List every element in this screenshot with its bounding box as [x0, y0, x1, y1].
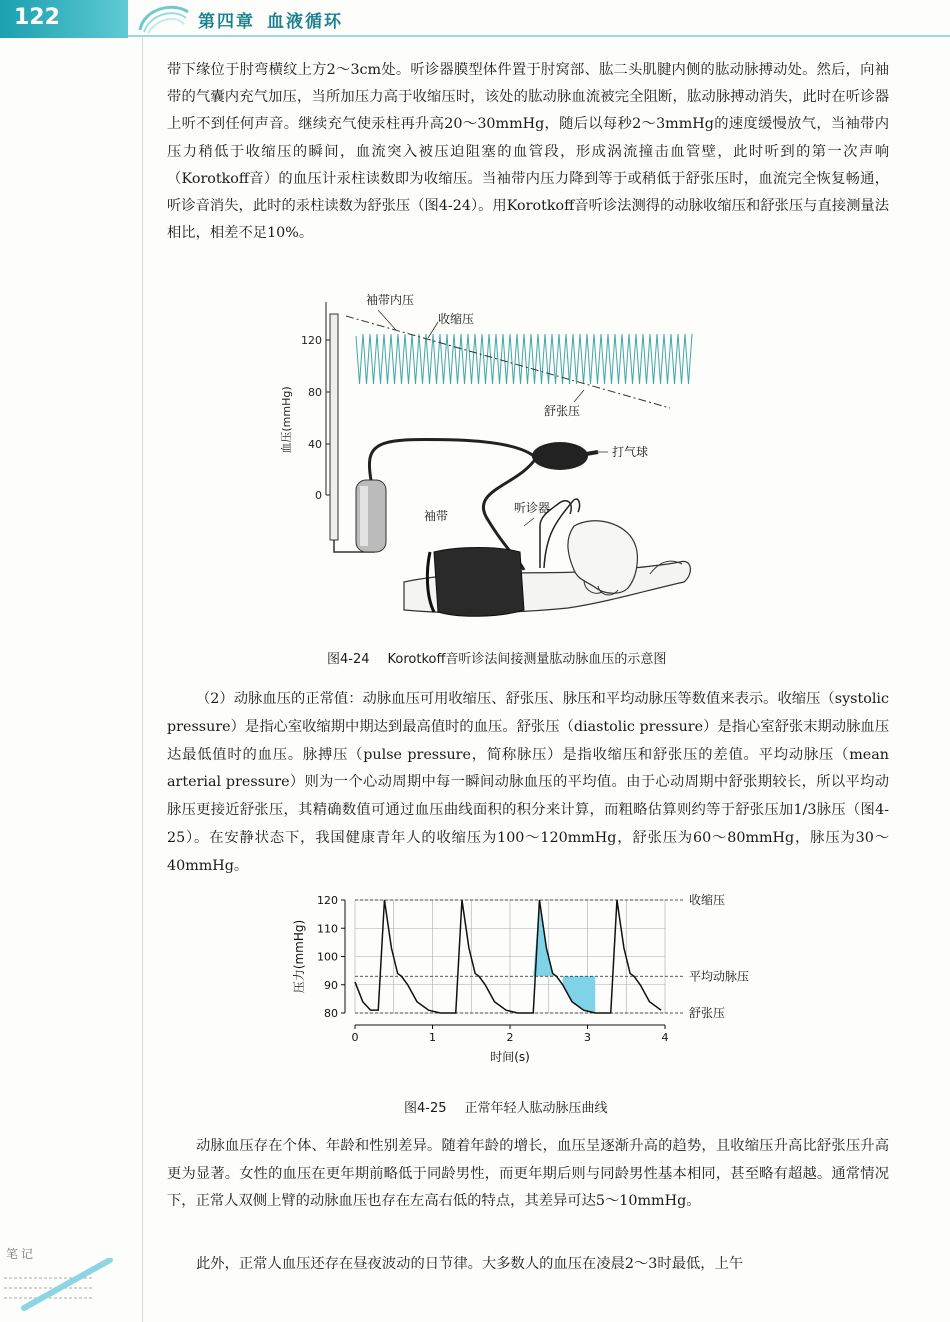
- chart-y-tick-label: 110: [317, 922, 338, 936]
- notes-label: 笔记: [6, 1247, 37, 1261]
- cuff-icon: [427, 548, 524, 617]
- fig1-tick-label-40: 40: [308, 438, 322, 451]
- chart-x-tick-label: 3: [584, 1031, 591, 1044]
- chapter-title: [198, 7, 343, 32]
- chart-reference-label: 平均动脉压: [689, 969, 750, 984]
- header-swirl-icon: [134, 0, 194, 36]
- figure-4-24-caption: [327, 648, 666, 667]
- figure-4-25-caption: [404, 1097, 608, 1116]
- chart-x-axis-label: 时间(s): [490, 1050, 530, 1064]
- chart-x-tick-label: 1: [429, 1031, 436, 1044]
- paragraph-circadian-rhythm: 此外，正常人血压还存在昼夜波动的日节律。大多数人的血压在凌晨2～3时最低，上午: [196, 1256, 744, 1272]
- fig1-tick-label-80: 80: [308, 386, 322, 399]
- chart-y-tick-label: 120: [317, 894, 338, 907]
- figure-4-25-label: 图4-25: [404, 1101, 447, 1116]
- page-number: 122: [14, 5, 60, 30]
- fig1-korotkoff-oscillation: [356, 334, 692, 384]
- fig1-label-cuff: 袖带: [424, 509, 449, 523]
- fig1-label-diastolic: 舒张压: [544, 404, 581, 418]
- notes-pen-icon: [4, 1258, 116, 1318]
- chart-y-tick-label: 90: [324, 978, 338, 992]
- margin-rule: [142, 38, 143, 1322]
- page-number-tab: [0, 0, 128, 38]
- header-divider: [128, 35, 950, 37]
- figure-4-25-title: 正常年轻人肱动脉压曲线: [464, 1101, 608, 1116]
- fig1-y-axis-label: 血压(mmHg): [280, 386, 293, 454]
- figure-4-25-chart: [285, 888, 775, 1078]
- fig1-label-bulb: 打气球: [612, 445, 649, 459]
- figure-4-24-label: 图4-24: [327, 652, 370, 667]
- fig1-tick-label-120: 120: [301, 334, 322, 347]
- chart-y-tick-label: 80: [324, 1007, 338, 1020]
- chart-reference-label: 收缩压: [689, 893, 726, 907]
- chart-x-tick-label: 2: [506, 1031, 514, 1044]
- paragraph-individual-differences: 动脉血压存在个体、年龄和性别差异。随着年龄的增长，血压呈逐渐升高的趋势，且收缩压升高比舒张压升高更为显著。女性的血压在更年期前略低于同龄男性，而更年期后则与同龄男性基本相同，甚至略有超越。通常情况下，正常人双侧上臂的动脉血压也存在左高右低的特点，其差异可达5～10mmHg。: [167, 1138, 889, 1210]
- fig1-leader: [378, 310, 396, 330]
- paragraph-korotkoff-method: 带下缘位于肘弯横纹上方2～3cm处。听诊器膜型体件置于肘窝部、肱二头肌腱内侧的肱动脉搏动处。然后，向袖带的气囊内充气加压，当所加压力高于收缩压时，该处的肱动脉血流被完全阻断，肱动脉搏动消失，此时在听诊器上听不到任何声音。继续充气使汞柱再升高20～30mmHg，随后以每秒2～3mmHg的速度缓慢放气，当袖带内压力稍低于收缩压的瞬间，血流突入被压迫阻塞的血管段，形成涡流撞击血管壁，此时听到的第一次声响（Korotkoff音）的血压计汞柱读数即为收缩压。当袖带内压力降到等于或稍低于舒张压时，血流完全恢复畅通，听诊音消失，此时的汞柱读数为舒张压（图4-24）。用Korotkoff音听诊法测得的动脉收缩压和舒张压与直接测量法相比，相差不足10%。: [167, 62, 889, 242]
- chart-reference-lines: [355, 892, 749, 1020]
- chart-y-axis-label: 压力(mmHg): [292, 919, 306, 994]
- chart-y-tick-label: 100: [317, 950, 338, 964]
- chapter-name: 血液循环: [267, 12, 343, 32]
- chart-grid: [355, 900, 665, 1013]
- chapter-number: 第四章: [198, 12, 255, 32]
- manometer-tube: [369, 439, 536, 480]
- chart-reference-label: 舒张压: [689, 1006, 726, 1020]
- chart-x-tick-label: 0: [351, 1031, 359, 1044]
- fig1-label-stethoscope: 听诊器: [514, 501, 551, 515]
- fig1-tick-label-0: 0: [315, 489, 322, 502]
- fig1-label-systolic: 收缩压: [438, 312, 475, 326]
- fig1-leader: [574, 390, 584, 402]
- chart-x-tick-label: 4: [661, 1031, 669, 1044]
- paragraph-normal-values: （2）动脉血压的正常值：动脉血压可用收缩压、舒张压、脉压和平均动脉压等数值来表示。收缩压（systolic pressure）是指心室收缩期中期达到最高值时的血压。舒张压（diastolic pressure）是指心室舒张末期动脉血压达最低值时的血压。脉搏压（pulse pressure，简称脉压）是指收缩压和舒张压的差值。平均动脉压（mean arterial pressure）则为一个心动周期中每一瞬间动脉血压的平均值。由于心动周期中舒张期较长，所以平均动脉压更接近舒张压，其精确数值可通过血压曲线面积的积分来计算，而粗略估算则约等于舒张压加1/3脉压（图4-25）。在安静状态下，我国健康青年人的收缩压为100～120mmHg，舒张压为60～80mmHg，脉压为30～40mmHg。: [167, 691, 889, 874]
- figure-4-24-title: Korotkoff音听诊法间接测量肱动脉血压的示意图: [387, 652, 667, 667]
- fig1-label-cuff-pressure: 袖带内压: [366, 293, 415, 307]
- figure-4-24: [278, 290, 698, 630]
- bulb-icon: [532, 442, 608, 470]
- page-header: [0, 0, 950, 38]
